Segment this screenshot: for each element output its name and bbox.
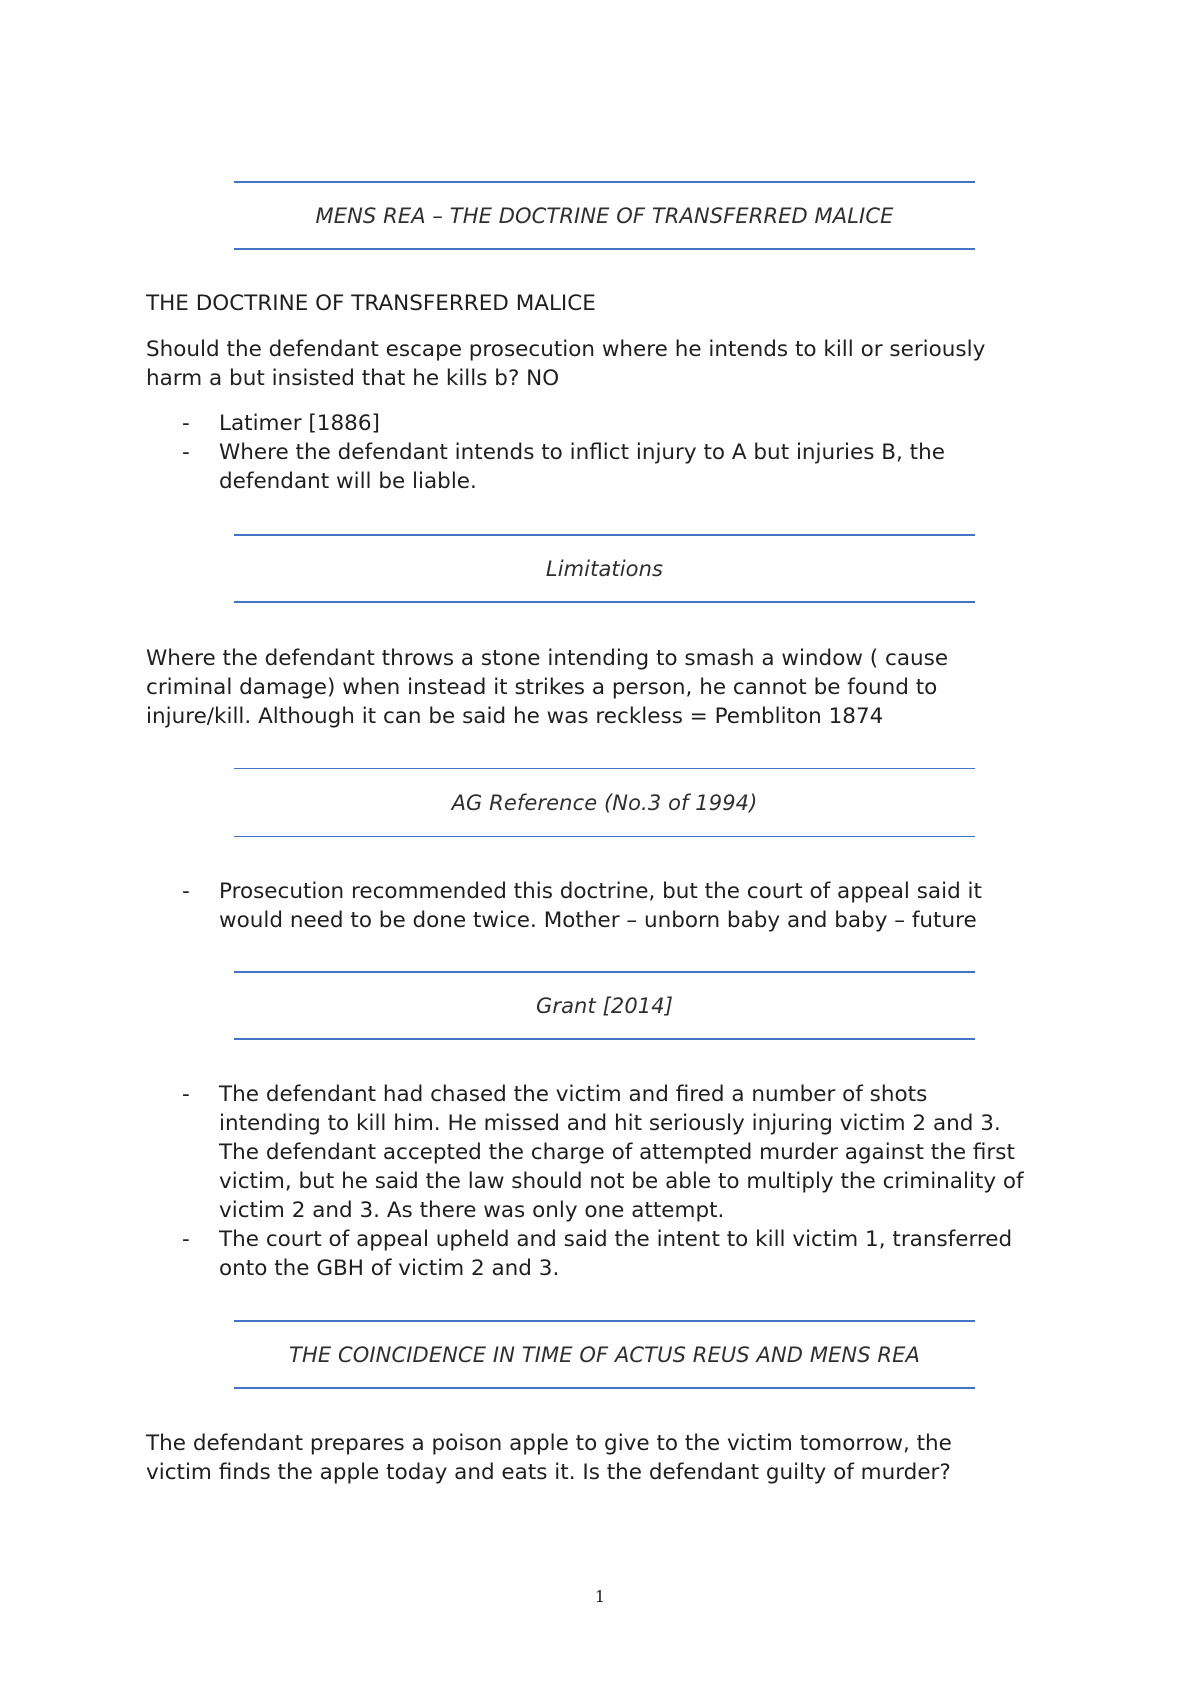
heading-ag-reference: AG Reference (No.3 of 1994) bbox=[451, 790, 758, 815]
intro-bullet-list bbox=[146, 409, 1086, 496]
heading-main: MENS REA – THE DOCTRINE OF TRANSFERRED MALICE bbox=[315, 203, 894, 228]
bullet-dash: - bbox=[182, 1082, 190, 1107]
heading-box-grant bbox=[234, 971, 975, 1040]
bullet-line: intending to kill him. He missed and hit seriously injuring victim 2 and 3. bbox=[219, 1111, 1001, 1136]
bullet-line: The defendant had chased the victim and fired a number of shots bbox=[219, 1082, 928, 1107]
bullet-dash: - bbox=[182, 1227, 190, 1252]
bullet-line: victim 2 and 3. As there was only one attempt. bbox=[219, 1198, 725, 1223]
section-title: THE DOCTRINE OF TRANSFERRED MALICE bbox=[146, 291, 596, 316]
heading-box-main bbox=[234, 181, 975, 250]
bullet-line: would need to be done twice. Mother – unborn baby and baby – future bbox=[219, 908, 977, 933]
intro-line: Should the defendant escape prosecution where he intends to kill or seriously bbox=[146, 337, 986, 362]
bullet-line: The defendant accepted the charge of attempted murder against the first bbox=[219, 1140, 1015, 1165]
paragraph-line: Where the defendant throws a stone intending to smash a window ( cause bbox=[146, 646, 949, 671]
paragraph-line: injure/kill. Although it can be said he was reckless = Pembliton 1874 bbox=[146, 704, 884, 729]
heading-limitations: Limitations bbox=[545, 556, 664, 581]
list-item bbox=[146, 1080, 1086, 1225]
bullet-line: Where the defendant intends to inflict injury to A but injuries B, the bbox=[219, 440, 945, 465]
bullet-line: Latimer [1886] bbox=[219, 411, 380, 436]
list-item bbox=[146, 877, 1086, 935]
ag-bullet-list bbox=[146, 877, 1086, 935]
bullet-line: The court of appeal upheld and said the intent to kill victim 1, transferred bbox=[219, 1227, 1013, 1252]
bullet-line: victim, but he said the law should not be able to multiply the criminality of bbox=[219, 1169, 1024, 1194]
bullet-dash: - bbox=[182, 440, 190, 465]
bullet-line: onto the GBH of victim 2 and 3. bbox=[219, 1256, 560, 1281]
coincidence-paragraph bbox=[146, 1429, 1086, 1487]
list-item bbox=[146, 409, 1086, 438]
intro-paragraph bbox=[146, 335, 1086, 393]
paragraph-line: criminal damage) when instead it strikes a person, he cannot be found to bbox=[146, 675, 938, 700]
intro-line: harm a but insisted that he kills b? NO bbox=[146, 366, 560, 391]
limitations-paragraph bbox=[146, 644, 1086, 731]
paragraph-line: victim finds the apple today and eats it. Is the defendant guilty of murder? bbox=[146, 1460, 951, 1485]
page-number: 1 bbox=[594, 1587, 606, 1606]
heading-box-ag-reference bbox=[234, 768, 975, 837]
list-item bbox=[146, 438, 1086, 496]
heading-grant: Grant [2014] bbox=[535, 993, 674, 1018]
bullet-line: Prosecution recommended this doctrine, but the court of appeal said it bbox=[219, 879, 982, 904]
heading-box-limitations bbox=[234, 534, 975, 603]
heading-box-coincidence bbox=[234, 1320, 975, 1389]
bullet-dash: - bbox=[182, 411, 190, 436]
bullet-dash: - bbox=[182, 879, 190, 904]
list-item bbox=[146, 1225, 1086, 1283]
paragraph-line: The defendant prepares a poison apple to give to the victim tomorrow, the bbox=[146, 1431, 952, 1456]
heading-coincidence: THE COINCIDENCE IN TIME OF ACTUS REUS AND MENS REA bbox=[289, 1342, 920, 1367]
grant-bullet-list bbox=[146, 1080, 1086, 1283]
bullet-line: defendant will be liable. bbox=[219, 469, 477, 494]
